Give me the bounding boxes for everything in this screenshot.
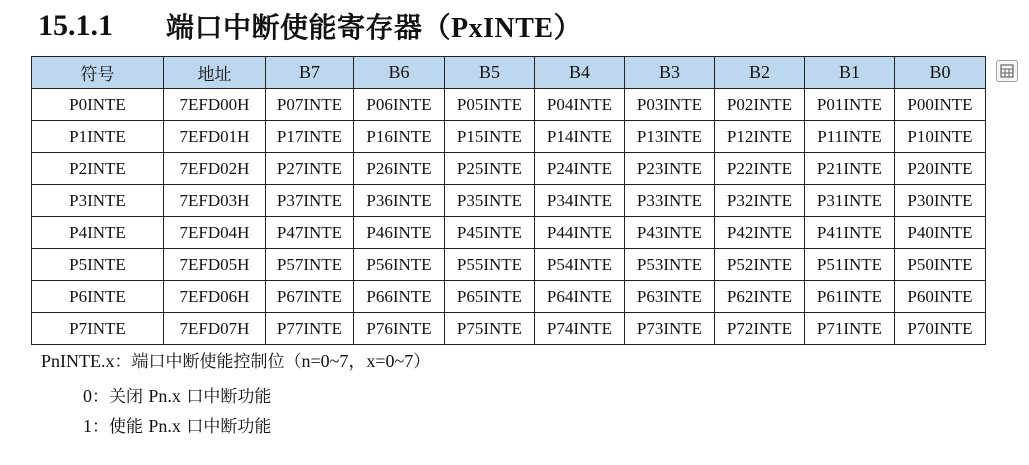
table-header-row bbox=[32, 57, 986, 89]
bit-name-cell: P36INTE bbox=[354, 185, 445, 217]
bit-name-cell: P00INTE bbox=[895, 89, 986, 121]
note-close: ） bbox=[413, 352, 431, 372]
bit-name-cell: P04INTE bbox=[535, 89, 625, 121]
note-code: PnINTE.x bbox=[41, 351, 115, 371]
note-value-1 bbox=[83, 412, 271, 437]
register-table bbox=[31, 56, 986, 345]
section-title bbox=[166, 6, 582, 46]
note-description bbox=[41, 347, 430, 373]
value-1-pin: Pn.x bbox=[148, 416, 181, 436]
value-0-pin: Pn.x bbox=[148, 386, 181, 406]
section-title-register: PxINTE bbox=[451, 13, 554, 44]
register-symbol-cell: P0INTE bbox=[32, 89, 164, 121]
bit-name-cell: P47INTE bbox=[266, 217, 354, 249]
bit-name-cell: P07INTE bbox=[266, 89, 354, 121]
bit-name-cell: P01INTE bbox=[805, 89, 895, 121]
table-row bbox=[32, 281, 986, 313]
bit-name-cell: P03INTE bbox=[625, 89, 715, 121]
register-address-cell: 7EFD00H bbox=[164, 89, 266, 121]
note-value-0 bbox=[83, 382, 271, 407]
value-0-key: 0 bbox=[83, 386, 92, 406]
bit-name-cell: P70INTE bbox=[895, 313, 986, 345]
bit-name-cell: P16INTE bbox=[354, 121, 445, 153]
bit-name-cell: P63INTE bbox=[625, 281, 715, 313]
bit-name-cell: P11INTE bbox=[805, 121, 895, 153]
bit-name-cell: P14INTE bbox=[535, 121, 625, 153]
register-address-cell: 7EFD05H bbox=[164, 249, 266, 281]
bit-name-cell: P05INTE bbox=[445, 89, 535, 121]
bit-name-cell: P30INTE bbox=[895, 185, 986, 217]
bit-name-cell: P27INTE bbox=[266, 153, 354, 185]
bit-name-cell: P76INTE bbox=[354, 313, 445, 345]
bit-name-cell: P34INTE bbox=[535, 185, 625, 217]
section-number: 15.1.1 bbox=[38, 9, 113, 42]
bit-name-cell: P72INTE bbox=[715, 313, 805, 345]
table-row bbox=[32, 89, 986, 121]
bit-name-cell: P46INTE bbox=[354, 217, 445, 249]
bit-name-cell: P15INTE bbox=[445, 121, 535, 153]
bit-name-cell: P73INTE bbox=[625, 313, 715, 345]
bit-name-cell: P50INTE bbox=[895, 249, 986, 281]
bit-name-cell: P53INTE bbox=[625, 249, 715, 281]
bit-name-cell: P06INTE bbox=[354, 89, 445, 121]
bit-name-cell: P23INTE bbox=[625, 153, 715, 185]
header-b0: B0 bbox=[895, 57, 986, 89]
bit-name-cell: P74INTE bbox=[535, 313, 625, 345]
table-tool-glyph bbox=[997, 61, 1017, 81]
note-text: ：端口中断使能控制位（ bbox=[114, 352, 302, 372]
bit-name-cell: P52INTE bbox=[715, 249, 805, 281]
bit-name-cell: P43INTE bbox=[625, 217, 715, 249]
bit-name-cell: P22INTE bbox=[715, 153, 805, 185]
header-b3: B3 bbox=[625, 57, 715, 89]
table-row bbox=[32, 153, 986, 185]
bit-name-cell: P71INTE bbox=[805, 313, 895, 345]
register-address-cell: 7EFD02H bbox=[164, 153, 266, 185]
bit-name-cell: P41INTE bbox=[805, 217, 895, 249]
bit-name-cell: P33INTE bbox=[625, 185, 715, 217]
bit-name-cell: P45INTE bbox=[445, 217, 535, 249]
bit-name-cell: P40INTE bbox=[895, 217, 986, 249]
bit-name-cell: P31INTE bbox=[805, 185, 895, 217]
table-tool-icon[interactable] bbox=[996, 60, 1018, 82]
bit-name-cell: P75INTE bbox=[445, 313, 535, 345]
bit-name-cell: P60INTE bbox=[895, 281, 986, 313]
register-symbol-cell: P6INTE bbox=[32, 281, 164, 313]
note-range: n=0~7，x=0~7 bbox=[301, 351, 414, 371]
bit-name-cell: P24INTE bbox=[535, 153, 625, 185]
bit-name-cell: P54INTE bbox=[535, 249, 625, 281]
header-b1: B1 bbox=[805, 57, 895, 89]
register-address-cell: 7EFD04H bbox=[164, 217, 266, 249]
bit-name-cell: P13INTE bbox=[625, 121, 715, 153]
bit-name-cell: P66INTE bbox=[354, 281, 445, 313]
bit-name-cell: P65INTE bbox=[445, 281, 535, 313]
header-b4: B4 bbox=[535, 57, 625, 89]
table-row bbox=[32, 313, 986, 345]
header-b7: B7 bbox=[266, 57, 354, 89]
bit-name-cell: P55INTE bbox=[445, 249, 535, 281]
header-address: 地址 bbox=[164, 57, 266, 89]
register-symbol-cell: P3INTE bbox=[32, 185, 164, 217]
section-title-cn: 端口中断使能寄存器（ bbox=[166, 11, 452, 44]
bit-name-cell: P12INTE bbox=[715, 121, 805, 153]
table-row bbox=[32, 249, 986, 281]
bit-name-cell: P02INTE bbox=[715, 89, 805, 121]
table-row bbox=[32, 217, 986, 249]
bit-name-cell: P10INTE bbox=[895, 121, 986, 153]
value-1-key: 1 bbox=[83, 416, 92, 436]
bit-name-cell: P35INTE bbox=[445, 185, 535, 217]
bit-name-cell: P42INTE bbox=[715, 217, 805, 249]
table-row bbox=[32, 185, 986, 217]
register-address-cell: 7EFD06H bbox=[164, 281, 266, 313]
bit-name-cell: P61INTE bbox=[805, 281, 895, 313]
register-symbol-cell: P2INTE bbox=[32, 153, 164, 185]
register-address-cell: 7EFD07H bbox=[164, 313, 266, 345]
register-address-cell: 7EFD03H bbox=[164, 185, 266, 217]
header-b2: B2 bbox=[715, 57, 805, 89]
section-title-close: ） bbox=[553, 11, 583, 44]
bit-name-cell: P51INTE bbox=[805, 249, 895, 281]
bit-name-cell: P57INTE bbox=[266, 249, 354, 281]
header-b5: B5 bbox=[445, 57, 535, 89]
register-symbol-cell: P1INTE bbox=[32, 121, 164, 153]
bit-name-cell: P26INTE bbox=[354, 153, 445, 185]
bit-name-cell: P20INTE bbox=[895, 153, 986, 185]
bit-name-cell: P32INTE bbox=[715, 185, 805, 217]
register-symbol-cell: P5INTE bbox=[32, 249, 164, 281]
bit-name-cell: P62INTE bbox=[715, 281, 805, 313]
bit-name-cell: P37INTE bbox=[266, 185, 354, 217]
value-1-text: ：使能 bbox=[92, 417, 149, 437]
bit-name-cell: P77INTE bbox=[266, 313, 354, 345]
bit-name-cell: P67INTE bbox=[266, 281, 354, 313]
value-0-tail: 口中断功能 bbox=[180, 387, 272, 407]
bit-name-cell: P17INTE bbox=[266, 121, 354, 153]
header-symbol: 符号 bbox=[32, 57, 164, 89]
section-heading bbox=[38, 4, 582, 48]
bit-name-cell: P21INTE bbox=[805, 153, 895, 185]
value-1-tail: 口中断功能 bbox=[180, 417, 272, 437]
bit-name-cell: P56INTE bbox=[354, 249, 445, 281]
register-address-cell: 7EFD01H bbox=[164, 121, 266, 153]
register-symbol-cell: P4INTE bbox=[32, 217, 164, 249]
bit-name-cell: P25INTE bbox=[445, 153, 535, 185]
bit-name-cell: P64INTE bbox=[535, 281, 625, 313]
bit-name-cell: P44INTE bbox=[535, 217, 625, 249]
register-symbol-cell: P7INTE bbox=[32, 313, 164, 345]
value-0-text: ：关闭 bbox=[92, 387, 149, 407]
table-row bbox=[32, 121, 986, 153]
header-b6: B6 bbox=[354, 57, 445, 89]
